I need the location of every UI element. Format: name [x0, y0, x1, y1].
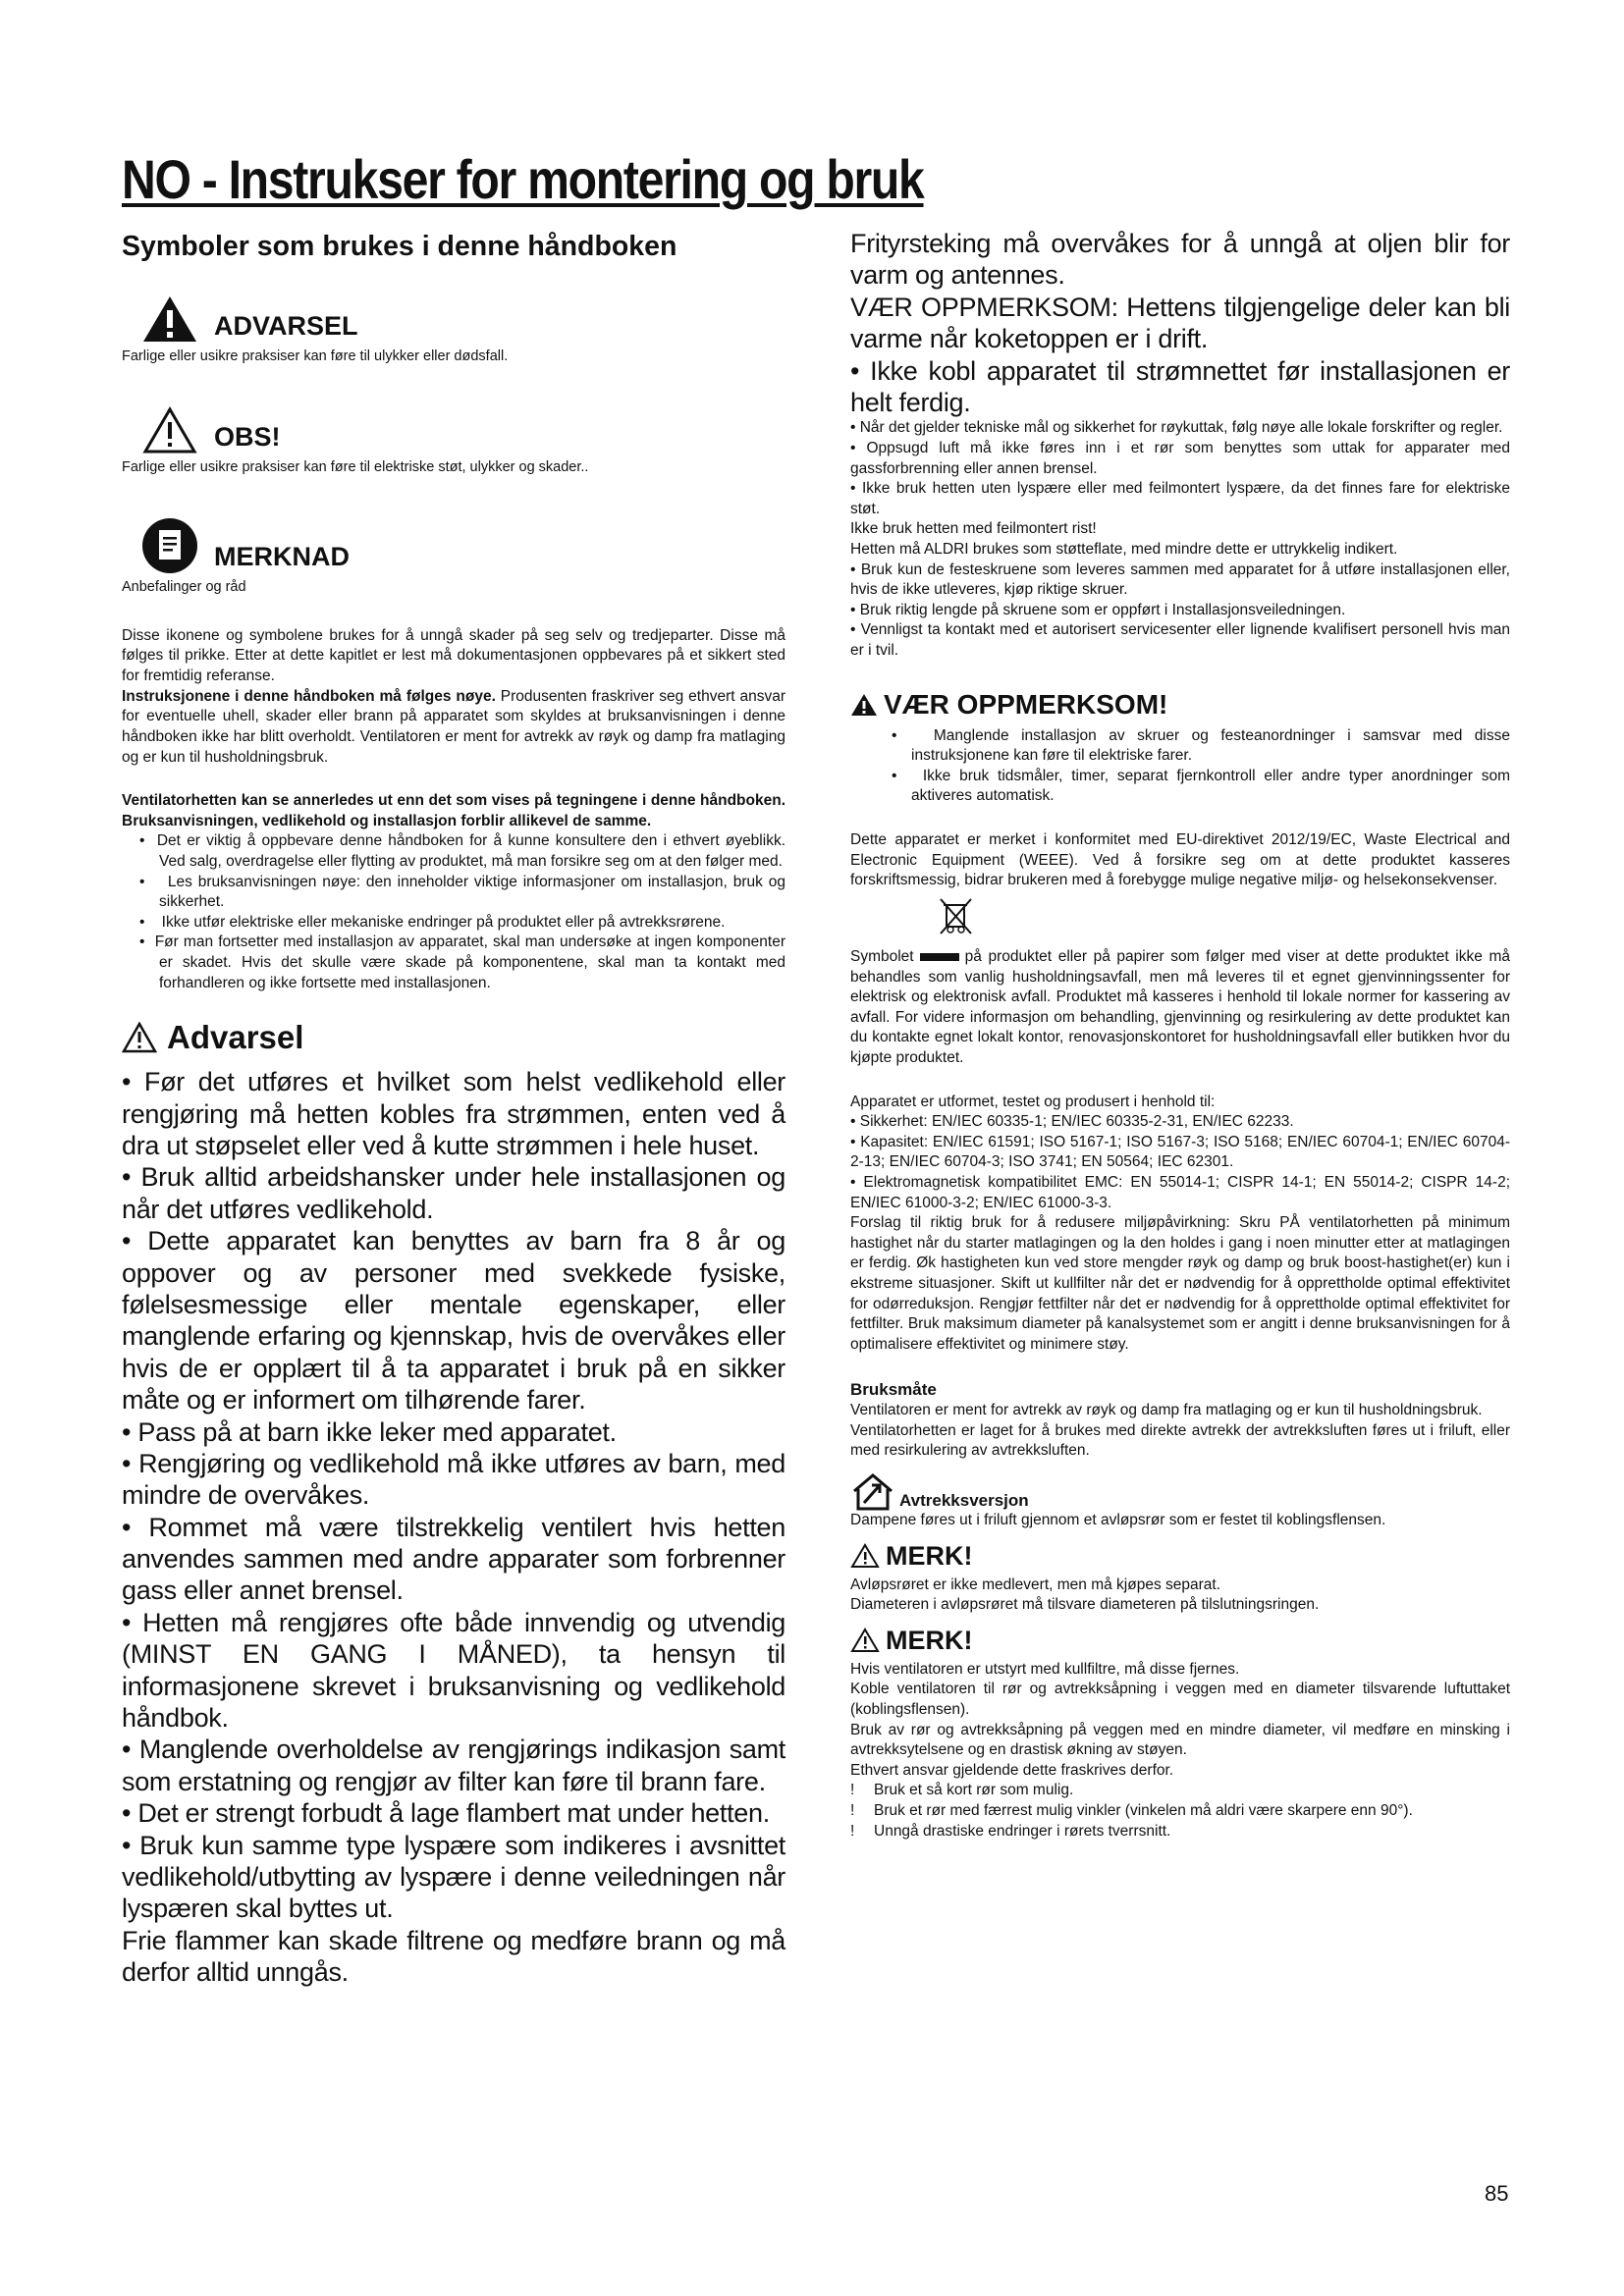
list-item: ! Unngå drastiske endringer i rørets tverrsnitt.	[850, 1822, 1171, 1840]
warning-filled-icon	[141, 294, 198, 344]
symbol-obs	[122, 405, 785, 477]
list-item: • Dette apparatet kan benyttes av barn fra 8 år og oppover og av personer med svekkede fysiske, følelsesmessige eller mentale egenskaper, eller manglende erfaring og kjennskap, hvis de overvåkes eller hvis de er opplært til å ta apparatet i bruk på en sikker måte og er informert om tilhørende farer.	[122, 1226, 785, 1415]
list-item: • Rengjøring og vedlikehold må ikke utføres av barn, med mindre de overvåkes.	[122, 1448, 785, 1511]
usage-suggestion: Forslag til riktig bruk for å redusere miljøpåvirkning: Skru PÅ ventilatorhetten på minimum hastighet når du starter matlagingen og la den holdes i gang i noen minutter etter at matlagingen er ferdig. Øk hastigheten kun ved store mengder røyk og damp og bruk boost-hastighet(er) kun i ekstreme situasjoner. Skift ut kullfilter når det er nødvendig for å opprettholde optimal effektivitet for odørreduksjon. Rengjør fettfilter når det er nødvendig for å opprettholde optimal effektivitet for fettfilter. Bruk maksimum diameter på kanalsystemet som er angitt i denne bruksanvisningen for å optimalisere effektivitet og minimere støy.	[850, 1214, 1510, 1353]
symbol-label: OBS!	[214, 422, 281, 453]
list-item: • Før det utføres et hvilket som helst vedlikehold eller rengjøring må hetten kobles fra strømmen, enten ved å dra ut støpselet eller ved å kutte strømmen i hele huset.	[122, 1067, 785, 1160]
symbol-label: MERKNAD	[214, 541, 350, 571]
appearance-note: Ventilatorhetten kan se annerledes ut enn det som vises på tegningene i denne håndboken. Bruksanvisningen, vedlikehold og installasjon forblir allikevel de samme.	[122, 792, 785, 829]
weee-bar-icon	[920, 953, 959, 961]
advarsel-heading: Advarsel	[122, 1019, 785, 1056]
list-item: ! Bruk et rør med færrest mulig vinkler (vinkelen må aldri være skarpere enn 90°).	[850, 1802, 1413, 1820]
final-warning: Frie flammer kan skade filtrene og medføre brann og må derfor alltid unngås.	[122, 1925, 785, 1988]
support-note: Hetten må ALDRI brukes som støtteflate, med mindre dette er uttrykkelig indikert.	[850, 541, 1398, 558]
list-item: • Hetten må rengjøres ofte både innvendig og utvendig (MINST EN GANG I MÅNED), ta hensyn til informasjonene skrevet i bruksanvisning og vedlikehold håndbok.	[122, 1607, 785, 1734]
design-intro: Apparatet er utformet, testet og produsert i henhold til:	[850, 1093, 1216, 1110]
merk1-line: Diameteren i avløpsrøret må tilsvare diameteren på tilslutningsringen.	[850, 1596, 1320, 1614]
symbol-paragraph: Symbolet på produktet eller på papirer som følger med viser at dette produktet ikke må behandles som vanlig husholdningsavfall, men må leveres til et egnet gjenvinningssenter for elektrisk og elektronisk avfall. Produktet må kasseres i henhold til lokale normer for kassering av avfall. For videre informasjon om behandling, gjenvinning og resirkulering av dette produktet kan du kontakte egnet lokalt kontor, renovasjonskontoret for husholdningsavfall eller butikken hvor du kjøpte produktet.	[850, 947, 1510, 1066]
power-warning: • Ikke kobl apparatet til strømnettet før installasjonen er helt ferdig.	[850, 355, 1510, 417]
list-item: • Når det gjelder tekniske mål og sikkerhet for røykuttak, følg nøye alle lokale forskrifter og regler.	[850, 419, 1503, 437]
weee-bin-icon	[939, 897, 1510, 941]
symbols-heading: Symboler som brukes i denne håndboken	[122, 231, 677, 262]
list-item: • Oppsugd luft må ikke føres inn i et rør som benyttes som uttak for apparater med gassforbrenning eller annen brensel.	[850, 439, 1510, 477]
list-item: • Vennligst ta kontakt med et autorisert servicesenter eller lignende kvalifisert personell hvis man er i tvil.	[850, 621, 1510, 660]
instructions-bold: Instruksjonene i denne håndboken må følges nøye.	[122, 687, 496, 705]
merk2-line: Koble ventilatoren til rør og avtrekksåpning i veggen med en diameter tilsvarende luftuttaket (koblingsflensen).	[850, 1681, 1510, 1718]
merk-heading-1: MERK!	[850, 1541, 1510, 1572]
symbol-desc: Farlige eller usikre praksiser kan føre til ulykker eller dødsfall.	[122, 348, 509, 364]
symbol-desc: Farlige eller usikre praksiser kan føre til elektriske støt, ulykker og skader..	[122, 459, 589, 476]
merk2-line: Hvis ventilatoren er utstyrt med kullfiltre, må disse fjernes.	[850, 1660, 1240, 1678]
avtrekk-text: Dampene føres ut i friluft gjennom et avløpsrør som er festet til koblingsflensen.	[850, 1511, 1386, 1528]
list-item: • Ikke utfør elektriske eller mekaniske endringer på produktet eller på avtrekksrørene.	[139, 913, 726, 931]
warning-outline-icon	[850, 1628, 880, 1653]
list-item: • Manglende overholdelse av rengjørings indikasjon samt som erstatning og rengjør av filter kan føre til brann fare.	[122, 1735, 785, 1796]
grill-note: Ikke bruk hetten med feilmontert rist!	[850, 520, 1097, 538]
exhaust-house-icon	[850, 1471, 895, 1511]
list-item: • Bruk alltid arbeidshansker under hele installasjonen og når det utføres vedlikehold.	[122, 1162, 785, 1224]
bruksmate-text-2: Ventilatorhetten er laget for å brukes med direkte avtrekk der avtrekksluften føres ut i friluft, eller med resirkulering av avtrekksluften.	[850, 1421, 1510, 1460]
merk-heading-2: MERK!	[850, 1626, 1510, 1656]
list-item: • Bruk kun samme type lyspære som indikeres i avsnittet vedlikehold/utbytting av lyspære i denne veiledningen når lyspæren skal byttes ut.	[122, 1830, 785, 1924]
merk1-line: Avløpsrøret er ikke medlevert, men må kjøpes separat.	[850, 1575, 1221, 1593]
warning-filled-icon	[850, 693, 878, 717]
symbol-advarsel	[122, 294, 785, 366]
merk2-line: Bruk av rør og avtrekksåpning på veggen med en mindre diameter, vil medføre en minsking i avtrekksytelsene og en drastisk økning av støyen.	[850, 1721, 1510, 1759]
symbol-label: ADVARSEL	[214, 311, 358, 341]
left-column	[122, 231, 785, 1989]
list-item: • Ikke bruk tidsmåler, timer, separat fjernkontroll eller andre typer anordninger som aktiveres automatisk.	[892, 767, 1510, 805]
symbol-desc: Anbefalinger og råd	[122, 578, 246, 595]
avtrekk-heading: Avtrekksversjon	[850, 1471, 1510, 1511]
instructions-rest: Produsenten fraskriver seg ethvert ansvar for eventuelle uhell, skader eller brann på apparatet som skyldes at bruksanvisningen i denne håndboken ikke har blitt overholdt. Ventilatoren er ment for avtrekk av røyk og damp fra matlaging og er kun til husholdningsbruk.	[122, 687, 785, 766]
intro-paragraph: Disse ikonene og symbolene brukes for å unngå skader på seg selv og tredjeparter. Disse må følges til prikke. Etter at dette kapitlet er lest må dokumentasjonen oppbevares på et sikkert sted for fremtidig referanse.	[122, 626, 785, 685]
page-title: NO - Instrukser for montering og bruk	[122, 148, 924, 210]
large-bullet-list	[122, 1066, 785, 1988]
bruksmate-heading: Bruksmåte	[850, 1379, 937, 1399]
list-item: • Bruk riktig lengde på skruene som er oppført i Installasjonsveiledningen.	[850, 601, 1346, 618]
list-item: • Rommet må være tilstrekkelig ventilert hvis hetten anvendes sammen med andre apparater som forbrenner gass eller annet brensel.	[122, 1512, 785, 1606]
instructions-paragraph	[122, 687, 785, 768]
list-item: • Kapasitet: EN/IEC 61591; ISO 5167-1; ISO 5167-3; ISO 5168; EN/IEC 60704-1; EN/IEC 60704-2-13; EN/IEC 60704-3; ISO 3741; EN 50564; IEC 62301.	[850, 1133, 1510, 1171]
list-item: • Ikke bruk hetten uten lyspære eller med feilmontert lyspære, da det finnes fare for elektriske støt.	[850, 480, 1510, 517]
list-item: • Det er viktig å oppbevare denne håndboken for å kunne konsultere den i ethvert øyeblikk. Ved salg, overdragelse eller flytting av produktet, må man forsikre seg om at den følger med.	[139, 832, 785, 870]
hot-parts-warning: VÆR OPPMERKSOM: Hettens tilgjengelige deler kan bli varme når koketoppen er i drift.	[850, 292, 1510, 354]
warning-outline-icon	[850, 1543, 880, 1569]
list-item: • Sikkerhet: EN/IEC 60335-1; EN/IEC 60335-2-31, EN/IEC 62233.	[850, 1113, 1294, 1131]
frying-warning: Frityrsteking må overvåkes for å unngå at oljen blir for varm og antennes.	[850, 229, 1510, 291]
bruksmate-text-1: Ventilatoren er ment for avtrekk av røyk og damp fra matlaging og er kun til husholdningsbruk.	[850, 1402, 1483, 1419]
list-item: ! Bruk et så kort rør som mulig.	[850, 1782, 1074, 1799]
list-item: • Før man fortsetter med installasjon av apparatet, skal man undersøke at ingen komponenter er skadet. Hvis det skulle være skade på komponentene, skal man ta kontakt med forhandleren og ikke fortsette med installasjonen.	[139, 934, 785, 991]
weee-paragraph: Dette apparatet er merket i konformitet med EU-direktivet 2012/19/EC, Waste Electrical and Electronic Equipment (WEEE). Ved å forsikre seg om at dette produktet kasseres forskriftsmessig, bidrar brukeren med å forebygge mulige negative miljø- og helsekonsekvenser.	[850, 831, 1510, 889]
page-number: 85	[1485, 2181, 1509, 2206]
list-item: • Pass på at barn ikke leker med apparatet.	[122, 1416, 617, 1447]
warning-outline-icon	[141, 405, 198, 454]
list-item: • Bruk kun de festeskruene som leveres sammen med apparatet for å utføre installasjonen eller, hvis de ikke utleveres, kjøp riktige skruer.	[850, 561, 1510, 599]
small-bullet-list	[122, 831, 785, 993]
list-item: • Manglende installasjon av skruer og festeanordninger i samsvar med disse instruksjonene kan føre til elektriske farer.	[892, 726, 1510, 765]
list-item: • Det er strengt forbudt å lage flambert mat under hetten.	[122, 1798, 770, 1829]
list-item: • Les bruksanvisningen nøye: den inneholder viktige informasjoner om installasjon, bruk og sikkerhet.	[139, 873, 785, 911]
symbol-merknad	[122, 517, 785, 597]
right-column	[850, 228, 1510, 1842]
merk2-line: Ethvert ansvar gjeldende dette fraskrives derfor.	[850, 1761, 1174, 1779]
list-item: • Elektromagnetisk kompatibilitet EMC: EN 55014-1; CISPR 14-1; EN 55014-2; CISPR 14-2; EN/IEC 61000-3-2; EN/IEC 61000-3-3.	[850, 1174, 1511, 1211]
warning-outline-icon	[122, 1022, 157, 1053]
note-icon	[141, 517, 198, 574]
vaer-oppmerksom-heading: VÆR OPPMERKSOM!	[850, 689, 1510, 721]
